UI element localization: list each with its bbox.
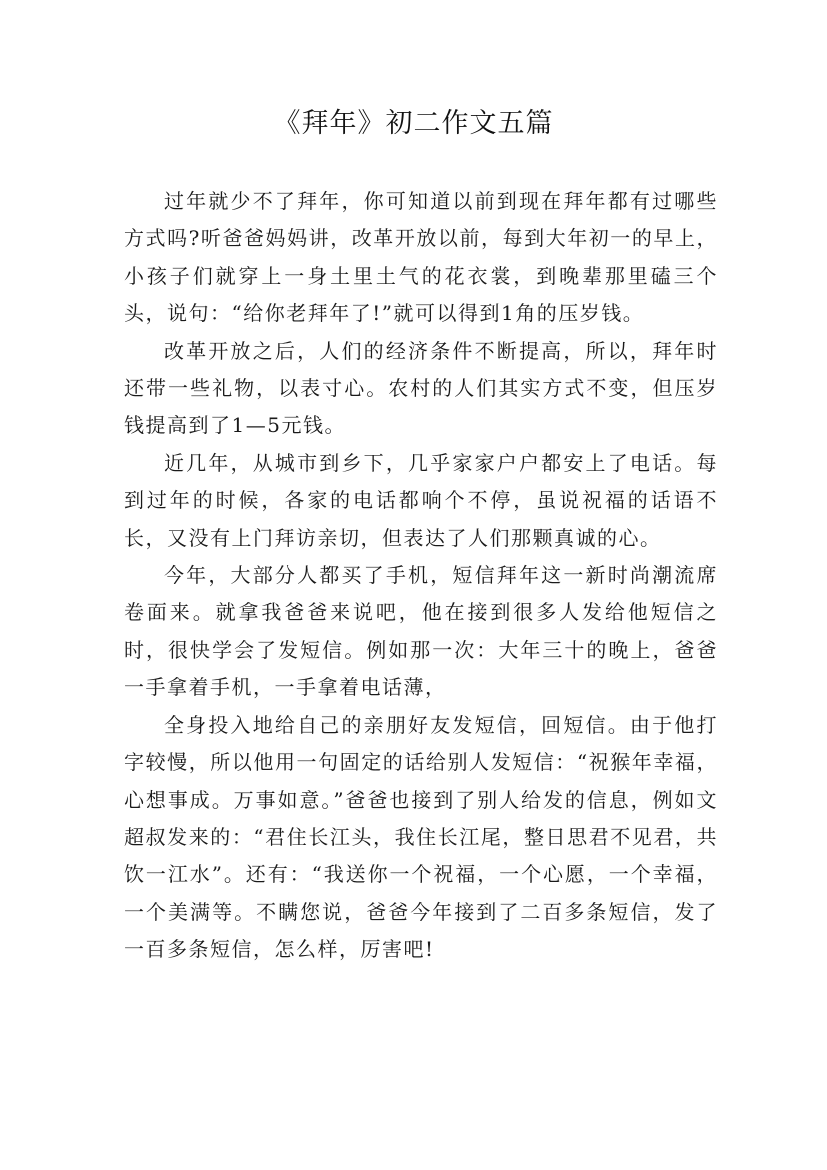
paragraph-3: 近几年，从城市到乡下，几乎家家户户都安上了电话。每到过年的时候，各家的电话都响个不停，虽说祝福的话语不长，又没有上门拜访亲切，但表达了人们那颗真诚的心。: [124, 450, 718, 550]
paragraph-1: 过年就少不了拜年，你可知道以前到现在拜年都有过哪些方式吗?听爸爸妈妈讲，改革开放以前，每到大年初一的早上，小孩子们就穿上一身土里土气的花衣裳，到晚辈那里磕三个头，说句：“给你老拜年了!”就可以得到1角的压岁钱。: [124, 189, 718, 326]
paragraph-5: 全身投入地给自己的亲朋好友发短信，回短信。由于他打字较慢，所以他用一句固定的话给别人发短信：“祝猴年幸福，心想事成。万事如意。”爸爸也接到了别人给发的信息，例如文超叔发来的：“君住长江头，我住长江尾，整日思君不见君，共饮一江水”。还有：“我送你一个祝福，一个心愿，一个幸福，一个美满等。不瞒您说，爸爸今年接到了二百多条短信，发了一百多条短信，怎么样，厉害吧!: [124, 712, 718, 962]
document-body: [124, 183, 718, 969]
paragraph-4: 今年，大部分人都买了手机，短信拜年这一新时尚潮流席卷面来。就拿我爸爸来说吧，他在接到很多人发给他短信之时，很快学会了发短信。例如那一次：大年三十的晚上，爸爸一手拿着手机，一手拿着电话薄，: [124, 563, 718, 700]
document-title: 《拜年》初二作文五篇: [273, 108, 554, 139]
paragraph-2: 改革开放之后，人们的经济条件不断提高，所以，拜年时还带一些礼物，以表寸心。农村的人们其实方式不变，但压岁钱提高到了1—5元钱。: [124, 338, 718, 438]
